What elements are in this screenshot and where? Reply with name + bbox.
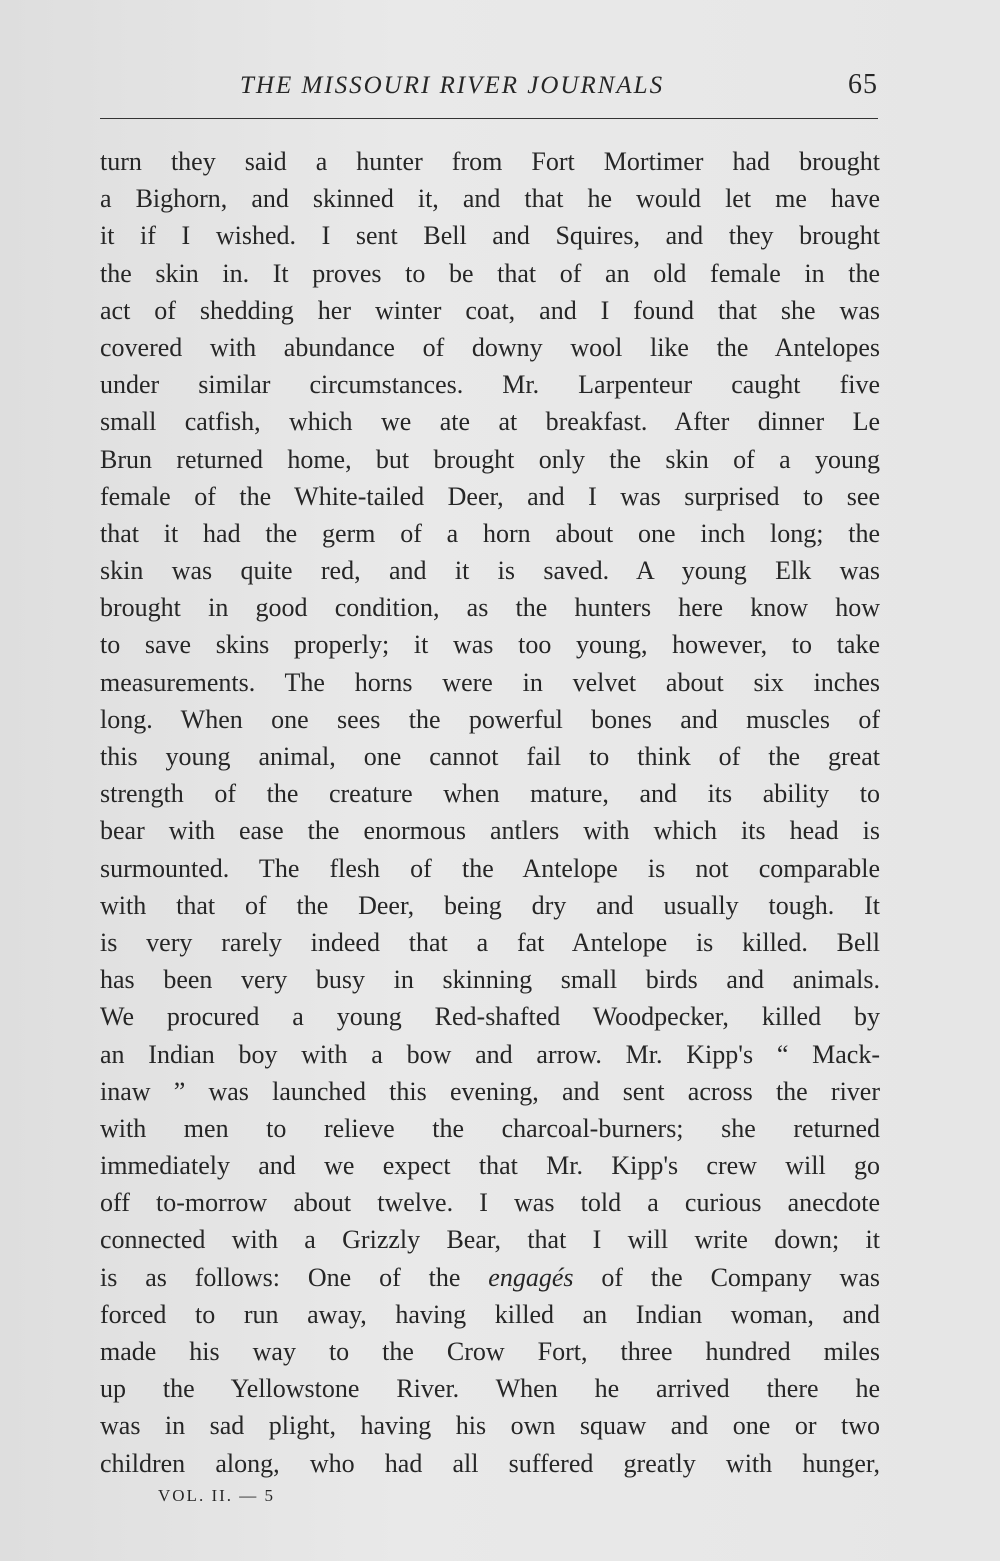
text-line: up the Yellowstone River. When he arrived there he <box>100 1374 880 1404</box>
text-line: is very rarely indeed that a fat Antelope is killed. Bell <box>100 927 880 957</box>
line-segment: of the Company was <box>573 1262 880 1292</box>
text-line: off to-morrow about twelve. I was told a curious anecdote <box>100 1188 880 1218</box>
text-line: connected with a Grizzly Bear, that I will write down; it <box>100 1225 880 1255</box>
body-text <box>100 143 880 1482</box>
text-line: it if I wished. I sent Bell and Squires, and they brought <box>100 221 880 251</box>
running-head <box>100 69 878 106</box>
text-line: act of shedding her winter coat, and I found that she was <box>100 295 880 325</box>
signature-mark: VOL. II. — 5 <box>158 1486 276 1505</box>
text-line: brought in good condition, as the hunters here know how <box>100 593 880 623</box>
text-line: inaw ” was launched this evening, and sent across the river <box>100 1076 880 1106</box>
text-line: female of the White-tailed Deer, and I was surprised to see <box>100 481 880 511</box>
text-line: skin was quite red, and it is saved. A young Elk was <box>100 556 880 586</box>
text-line: a Bighorn, and skinned it, and that he would let me have <box>100 184 880 214</box>
text-line: small catfish, which we ate at breakfast. After dinner Le <box>100 407 880 437</box>
text-line: made his way to the Crow Fort, three hundred miles <box>100 1337 880 1366</box>
text-line: covered with abundance of downy wool like the Antelopes <box>100 332 880 362</box>
text-line: Brun returned home, but brought only the skin of a young <box>100 444 880 474</box>
running-title: THE MISSOURI RIVER JOURNALS <box>240 72 665 99</box>
text-line: an Indian boy with a bow and arrow. Mr. Kipp's “ Mack- <box>100 1039 880 1069</box>
text-line: surmounted. The flesh of the Antelope is not comparable <box>100 853 880 883</box>
text-line: with that of the Deer, being dry and usually tough. It <box>100 890 880 920</box>
text-line: bear with ease the enormous antlers with which its head is <box>100 816 880 846</box>
text-line: that it had the germ of a horn about one inch long; the <box>100 518 880 548</box>
text-line: strength of the creature when mature, and its ability to <box>100 779 880 809</box>
text-line: immediately and we expect that Mr. Kipp's crew will go <box>100 1151 880 1181</box>
text-line: this young animal, one cannot fail to think of the great <box>100 742 880 771</box>
text-line: has been very busy in skinning small birds and animals. <box>100 965 880 995</box>
text-line: forced to run away, having killed an Indian woman, and <box>100 1299 880 1329</box>
italic-term: engagés <box>488 1262 574 1292</box>
text-line-with-italic <box>100 1259 880 1296</box>
header-rule <box>100 118 878 119</box>
text-line: to save skins properly; it was too young, however, to take <box>100 630 880 660</box>
text-line: turn they said a hunter from Fort Mortimer had brought <box>100 147 880 176</box>
line-segment: is as follows: One of the <box>100 1262 489 1292</box>
text-line: measurements. The horns were in velvet about six inches <box>100 667 880 697</box>
text-line: with men to relieve the charcoal-burners; she returned <box>100 1113 880 1143</box>
text-line: long. When one sees the powerful bones and muscles of <box>100 704 880 734</box>
text-line: was in sad plight, having his own squaw and one or two <box>100 1411 880 1441</box>
page-number: 65 <box>848 69 878 100</box>
text-line: the skin in. It proves to be that of an old female in the <box>100 258 880 288</box>
text-line: children along, who had all suffered greatly with hunger, <box>100 1448 880 1478</box>
text-line: under similar circumstances. Mr. Larpenteur caught five <box>100 370 880 400</box>
text-line: We procured a young Red-shafted Woodpecker, killed by <box>100 1002 880 1032</box>
